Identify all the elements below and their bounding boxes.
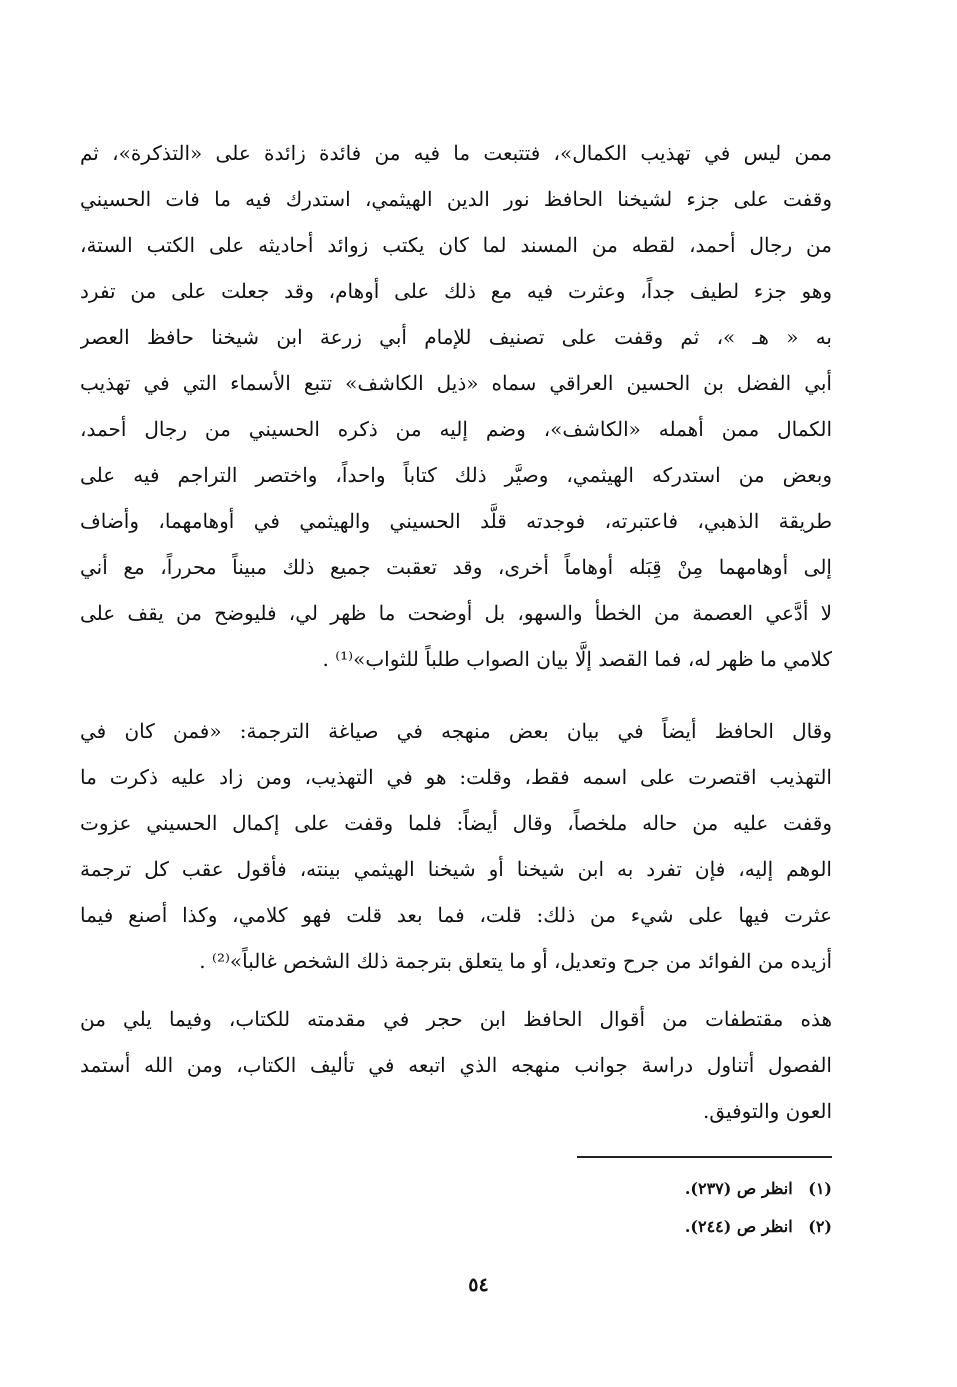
text-line: من رجال أحمد، لقطه من المسند لما كان يكتب زوائد أحاديثه على الكتب الستة، — [80, 233, 832, 257]
text-line: العون والتوفيق. — [703, 1099, 832, 1123]
footnote-separator — [577, 1156, 832, 1158]
text-line: طريقة الذهبي، فاعتبرته، فوجدته قلَّد الحسيني والهيثمي في أوهامهما، وأضاف — [80, 509, 832, 533]
text-line: هذه مقتطفات من أقوال الحافظ ابن حجر في مقدمته للكتاب، وفيما يلي من — [80, 1007, 832, 1031]
footnote-text: انظر ص (٢٣٧). — [684, 1179, 793, 1198]
text-line: أزيده من الفوائد من جرح وتعديل، أو ما يتعلق بترجمة ذلك الشخص غالباً»⁽²⁾ . — [199, 949, 832, 973]
text-line: الفصول أتناول دراسة جوانب منهجه الذي اتبعه في تأليف الكتاب، ومن الله أستمد — [80, 1053, 832, 1077]
text-line: أبي الفضل بن الحسين العراقي سماه «ذيل الكاشف» تتبع الأسماء التي في تهذيب — [80, 371, 832, 395]
body-paragraph-3 — [80, 996, 832, 1134]
footnotes — [512, 1170, 832, 1246]
text-line: لا أدَّعي العصمة من الخطأ والسهو، بل أوضحت ما ظهر لي، فليوضح من يقف على — [80, 601, 832, 625]
text-line: كلامي ما ظهر له، فما القصد إلَّا بيان الصواب طلباً للثواب»⁽¹⁾ . — [322, 647, 832, 671]
text-line: إلى أوهامهما مِنْ قِبَله أوهاماً أخرى، وقد تعقبت جميع ذلك مبيناً محرراً، مع أني — [80, 555, 832, 579]
text-line: وقفت على جزء لشيخنا الحافظ نور الدين الهيثمي، استدرك فيه ما فات الحسيني — [80, 187, 832, 211]
body-paragraph-1 — [80, 130, 832, 682]
text-line: وقال الحافظ أيضاً في بيان بعض منهجه في صياغة الترجمة: «فمن كان في — [80, 719, 832, 743]
page-number: ٥٤ — [468, 1274, 489, 1296]
footnote-text: انظر ص (٢٤٤). — [684, 1217, 793, 1236]
text-line: عثرت فيها على شيء من ذلك: قلت، فما بعد قلت فهو كلامي، وكذا أصنع فيما — [80, 903, 832, 927]
footnote-2 — [512, 1208, 832, 1246]
text-line: به « هـ »، ثم وقفت على تصنيف للإمام أبي زرعة ابن شيخنا حافظ العصر — [80, 325, 832, 349]
text-line: وقفت عليه من حاله ملخصاً، وقال أيضاً: فلما وقفت على إكمال الحسيني عزوت — [80, 811, 832, 835]
text-line: وهو جزء لطيف جداً، وعثرت فيه مع ذلك على أوهام، وقد جعلت على من تفرد — [80, 279, 832, 303]
body-paragraph-2 — [80, 708, 832, 984]
footnote-number: (١) — [808, 1179, 832, 1198]
text-line: الوهم إليه، فإن تفرد به ابن شيخنا أو شيخنا الهيثمي بينته، فأقول عقب كل ترجمة — [80, 857, 832, 881]
text-line: ممن ليس في تهذيب الكمال»، فتتبعت ما فيه من فائدة زائدة على «التذكرة»، ثم — [80, 141, 832, 165]
text-line: وبعض من استدركه الهيثمي، وصيَّر ذلك كتاباً واحداً، واختصر التراجم فيه على — [80, 463, 832, 487]
text-line: التهذيب اقتصرت على اسمه فقط، وقلت: هو في التهذيب، ومن زاد عليه ذكرت ما — [80, 765, 832, 789]
footnote-1 — [512, 1170, 832, 1208]
text-line: الكمال ممن أهمله «الكاشف»، وضم إليه من ذكره الحسيني من رجال أحمد، — [80, 417, 832, 441]
footnote-number: (٢) — [808, 1217, 832, 1236]
